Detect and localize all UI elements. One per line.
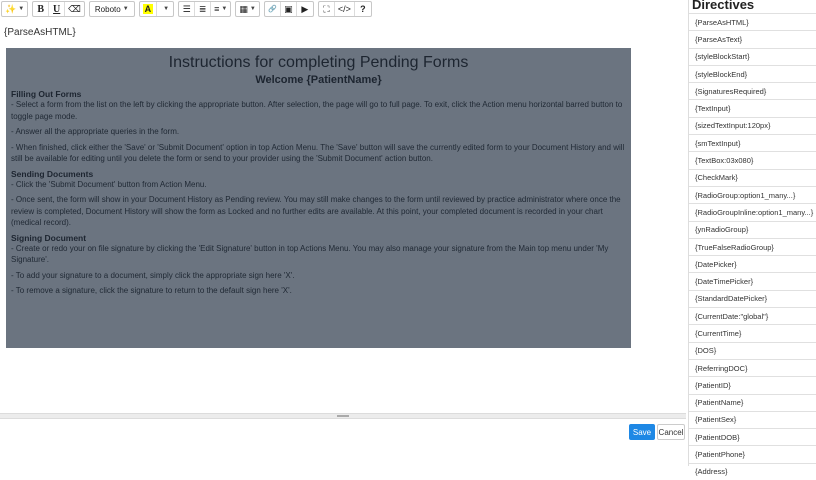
- help-button[interactable]: [355, 2, 371, 16]
- view-group: [318, 1, 372, 17]
- magic-style-button[interactable]: [2, 2, 27, 16]
- paragraph: - Once sent, the form will show in your Document History as Pending review. You may still make changes to the form until reviewed by practice administrator where once the review is completed, Document History will show the form as Locked and no further edits are available. At this point, your completed document is recorded in your chart (medical record).: [11, 195, 621, 227]
- underline-button[interactable]: U: [49, 2, 65, 16]
- video-button[interactable]: [297, 2, 313, 16]
- directive-item[interactable]: {RadioGroupInline:option1_many...}: [689, 203, 816, 220]
- instructions-block: [6, 48, 631, 348]
- link-button[interactable]: [265, 2, 281, 16]
- magic-wand-icon: ✨: [5, 3, 17, 14]
- help-icon: ?: [360, 4, 366, 14]
- paragraph: - Select a form from the list on the left by clicking the appropriate button. After selection, the page will go to full page. To exit, click the Action menu horizontal barred button to toggle page mode.: [11, 100, 623, 121]
- chevron-down-icon: ▼: [221, 6, 228, 12]
- directive-item[interactable]: {StandardDatePicker}: [689, 290, 816, 307]
- save-button[interactable]: Save: [629, 424, 655, 440]
- fullscreen-button[interactable]: [319, 2, 335, 16]
- directive-item[interactable]: {CurrentDate:"global"}: [689, 307, 816, 324]
- image-button[interactable]: [281, 2, 297, 16]
- code-view-button[interactable]: [335, 2, 355, 16]
- directive-item[interactable]: {smTextInput}: [689, 134, 816, 151]
- grip-icon: [337, 415, 349, 417]
- directive-item[interactable]: {DOS}: [689, 342, 816, 359]
- font-group: [89, 1, 135, 17]
- video-icon: ▶: [301, 3, 309, 14]
- directive-item[interactable]: {TextInput}: [689, 99, 816, 116]
- directive-item[interactable]: {Address}: [689, 463, 816, 480]
- text-color-icon: A: [144, 4, 152, 14]
- unordered-list-button[interactable]: [179, 2, 195, 16]
- directive-item[interactable]: {PatientSex}: [689, 411, 816, 428]
- directive-item[interactable]: {TextBox:03x080}: [689, 151, 816, 168]
- directive-item[interactable]: {styleBlockEnd}: [689, 65, 816, 82]
- doc-title: Instructions for completing Pending Forms: [168, 54, 469, 71]
- directive-item[interactable]: {CheckMark}: [689, 169, 816, 186]
- cancel-button[interactable]: Cancel: [657, 424, 685, 440]
- editor-toolbar: [0, 0, 680, 18]
- section-heading-filling: Filling Out Forms: [11, 89, 82, 99]
- directive-item[interactable]: {ynRadioGroup}: [689, 221, 816, 238]
- chevron-down-icon: ▼: [163, 6, 170, 12]
- image-icon: ▣: [284, 3, 293, 14]
- eraser-button[interactable]: [65, 2, 84, 16]
- bullet-list-icon: ☰: [182, 3, 191, 14]
- paragraph: - When finished, click either the 'Save' or 'Submit Document' option in top Action Menu. The 'Save' button will save the currently edited form to your Document History and will still be available for editing until you delete the form or send to your provider using the 'Submit Document' action button.: [11, 142, 625, 163]
- directive-item[interactable]: {PatientName}: [689, 394, 816, 411]
- directives-title: Directives: [692, 0, 755, 12]
- link-icon: 🔗: [267, 6, 277, 13]
- paragraph: - Answer all the appropriate queries in the form.: [11, 127, 180, 136]
- doc-subtitle: Welcome {PatientName}: [255, 74, 382, 86]
- color-dropdown-button[interactable]: [157, 2, 173, 16]
- paragraph: - To remove a signature, click the signature to return to the default sign here 'X'.: [11, 286, 292, 295]
- directives-list: [689, 13, 816, 480]
- directive-item[interactable]: {styleBlockStart}: [689, 48, 816, 65]
- format-group: [32, 1, 85, 17]
- section-heading-signing: Signing Document: [11, 232, 87, 243]
- directive-item[interactable]: {sizedTextInput:120px}: [689, 117, 816, 134]
- directive-item[interactable]: {DateTimePicker}: [689, 272, 816, 289]
- fullscreen-icon: ⛶: [323, 3, 330, 14]
- style-group: [1, 1, 28, 17]
- chevron-down-icon: ▼: [122, 6, 129, 12]
- paragraph: - Create or redo your on file signature by clicking the 'Edit Signature' button in top Actions Menu. You may also manage your signature from the Main top menu under 'My Signature'.: [11, 243, 609, 264]
- directive-item[interactable]: {CurrentTime}: [689, 324, 816, 341]
- bold-button[interactable]: B: [33, 2, 49, 16]
- font-family-label: Roboto: [94, 4, 121, 14]
- directive-item[interactable]: {DatePicker}: [689, 255, 816, 272]
- directive-item[interactable]: {PatientPhone}: [689, 445, 816, 462]
- ordered-list-button[interactable]: [195, 2, 211, 16]
- directive-item[interactable]: {ReferringDOC}: [689, 359, 816, 376]
- table-dropdown[interactable]: [236, 2, 258, 16]
- color-group: [139, 1, 175, 17]
- directive-item[interactable]: {PatientID}: [689, 376, 816, 393]
- directive-item[interactable]: {SignaturesRequired}: [689, 82, 816, 99]
- editor-resize-handle[interactable]: [0, 413, 686, 419]
- section-heading-sending: Sending Documents: [11, 168, 94, 179]
- directive-item[interactable]: {RadioGroup:option1_many...}: [689, 186, 816, 203]
- text-color-button[interactable]: [140, 2, 158, 16]
- paragraph-group: [178, 1, 231, 17]
- parse-directive-text: {ParseAsHTML}: [4, 27, 76, 38]
- paragraph: - Click the 'Submit Document' button from Action Menu.: [11, 179, 207, 189]
- numbered-list-icon: ≣: [198, 3, 207, 14]
- code-icon: </>: [337, 4, 351, 14]
- directives-panel: [688, 0, 816, 477]
- align-dropdown[interactable]: [211, 2, 230, 16]
- chevron-down-icon: ▼: [249, 6, 256, 12]
- font-family-dropdown[interactable]: [90, 2, 134, 16]
- paragraph: - To add your signature to a document, simply click the appropriate sign here 'X'.: [11, 270, 295, 280]
- directive-item[interactable]: {ParseAsText}: [689, 30, 816, 47]
- directive-item[interactable]: {PatientDOB}: [689, 428, 816, 445]
- align-icon: ≡: [214, 4, 220, 14]
- insert-group: [264, 1, 314, 17]
- directive-item[interactable]: {TrueFalseRadioGroup}: [689, 238, 816, 255]
- table-icon: ▦: [239, 3, 248, 14]
- directive-item[interactable]: {ParseAsHTML}: [689, 13, 816, 30]
- eraser-icon: ⌫: [68, 3, 81, 14]
- table-group: [235, 1, 259, 17]
- chevron-down-icon: ▼: [18, 6, 25, 12]
